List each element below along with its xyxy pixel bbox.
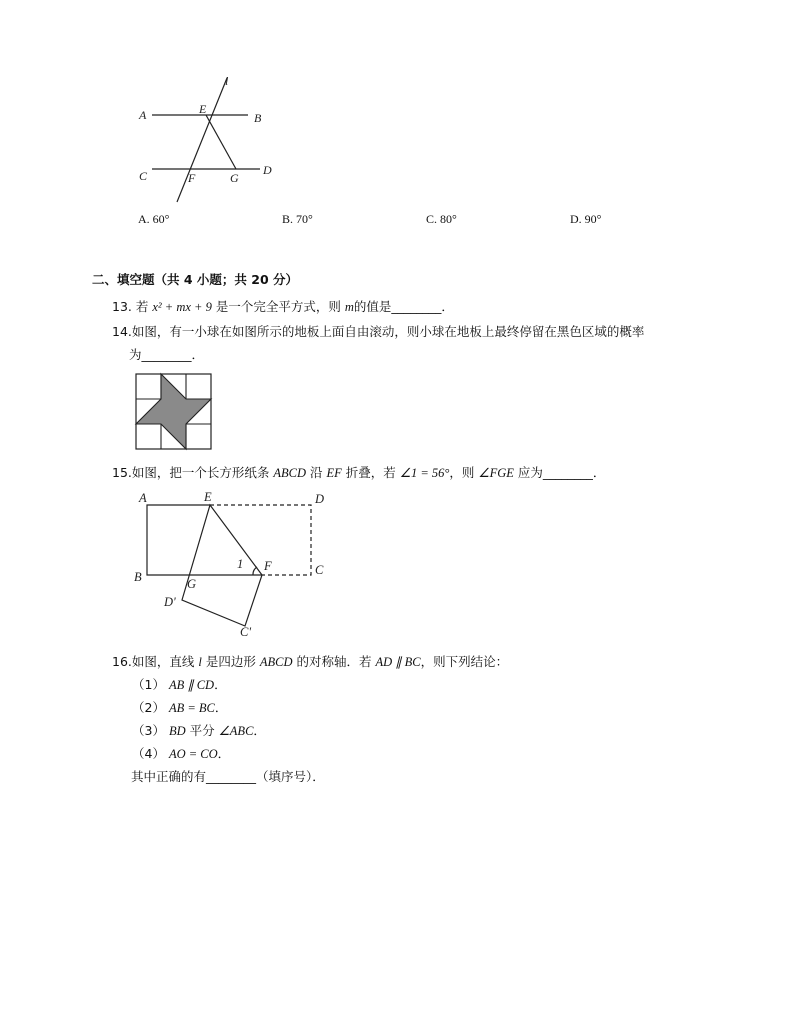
label-B: B [134,570,142,584]
label-G: G [230,171,239,185]
item-tail: ． [253,723,266,738]
q16-quad: ABCD [259,655,293,669]
q15-text-3: 折叠，若 [345,465,396,480]
label-E: E [199,102,207,116]
label-F: F [188,171,196,185]
option-a: A. 60° [138,212,170,226]
item-number: （2） [132,700,165,715]
q16-line-l: l [198,655,202,669]
q16-stem-3: 的对称轴．若 [296,654,372,669]
label-A: A [139,491,147,505]
option-c: C. 80° [426,212,457,226]
item-number: （4） [132,746,165,761]
label-A: A [139,108,147,122]
label-C: C [139,169,148,183]
label-G: G [187,577,197,591]
q16-item-1 [132,675,227,693]
q16-closing: 其中正确的有________（填序号）． [131,769,325,784]
q13-var: m [344,300,354,314]
q13-expression: x² + mx + 9 [152,300,212,314]
label-l: l [225,74,229,88]
q13-mid: 是一个完全平方式，则 [215,299,341,314]
q16-item-2 [132,698,227,716]
option-b: B. 70° [282,212,313,226]
question-14-line2: 为________． [129,347,205,362]
label-Cprime: C' [240,625,252,639]
q15-text-2: 沿 [310,465,323,480]
label-B: B [254,111,262,125]
question-14-line1 [112,322,644,340]
q13-post: 的值是________． [353,299,454,314]
item-expr2: ∠ABC [218,724,254,738]
q13-number: 13. [112,299,132,314]
label-Dprime: D' [164,595,176,609]
label-1: 1 [237,557,244,571]
q15-number: 15. [112,465,132,480]
item-expr: AB = BC [168,701,215,715]
q16-stem-1: 如图，直线 [131,654,195,669]
item-number: （1） [132,677,165,692]
label-C: C [315,563,324,577]
item-number: （3） [132,723,165,738]
item-tail: ． [217,746,231,761]
item-tail: ． [214,700,228,715]
option-d: D. 90° [570,212,602,226]
strip-dashed-part [210,505,311,575]
question-16 [112,652,508,670]
q16-item-3 [132,721,266,739]
item-expr: AO = CO [168,747,218,761]
q15-text-4: ，则 [449,465,475,480]
item-tail: ． [214,677,227,692]
q16-number: 16. [112,654,132,669]
q16-item-4 [132,744,230,762]
label-D: D [263,163,272,177]
item-mid: 平分 [189,723,215,738]
q15-rect: ABCD [273,466,307,480]
item-expr: AB ∥ CD [168,678,215,692]
strip-left-part [147,505,262,575]
q15-ask: ∠FGE [478,466,514,480]
q14-line1: 如图，有一小球在如图所示的地板上面自由滚动，则小球在地板上最终停留在黑色区域的概率 [131,324,645,339]
q15-text-1: 如图，把一个长方形纸条 [131,465,270,480]
q15-text-5: 应为________． [517,465,606,480]
item-expr: BD [168,724,186,738]
q16-condition: AD ∥ BC [375,655,421,669]
q16-stem-2: 是四边形 [205,654,256,669]
q15-seg: EF [326,466,342,480]
q15-angle: ∠1 = 56° [399,466,450,480]
floor-grid-figure [134,372,214,452]
segment-EG [206,115,236,169]
label-D: D [315,492,325,506]
section-heading: 二、填空题（共 4 小题；共 20 分） [92,272,299,287]
question-13 [112,297,454,315]
question-15 [112,463,605,481]
label-E: E [204,490,212,504]
q16-stem-4: ，则下列结论： [420,654,509,669]
label-F: F [264,559,272,573]
q13-pre: 若 [135,299,149,314]
q14-number: 14. [112,324,132,339]
parallel-lines-figure [130,70,290,210]
folded-flap [182,505,262,626]
folded-strip-figure [130,488,340,643]
